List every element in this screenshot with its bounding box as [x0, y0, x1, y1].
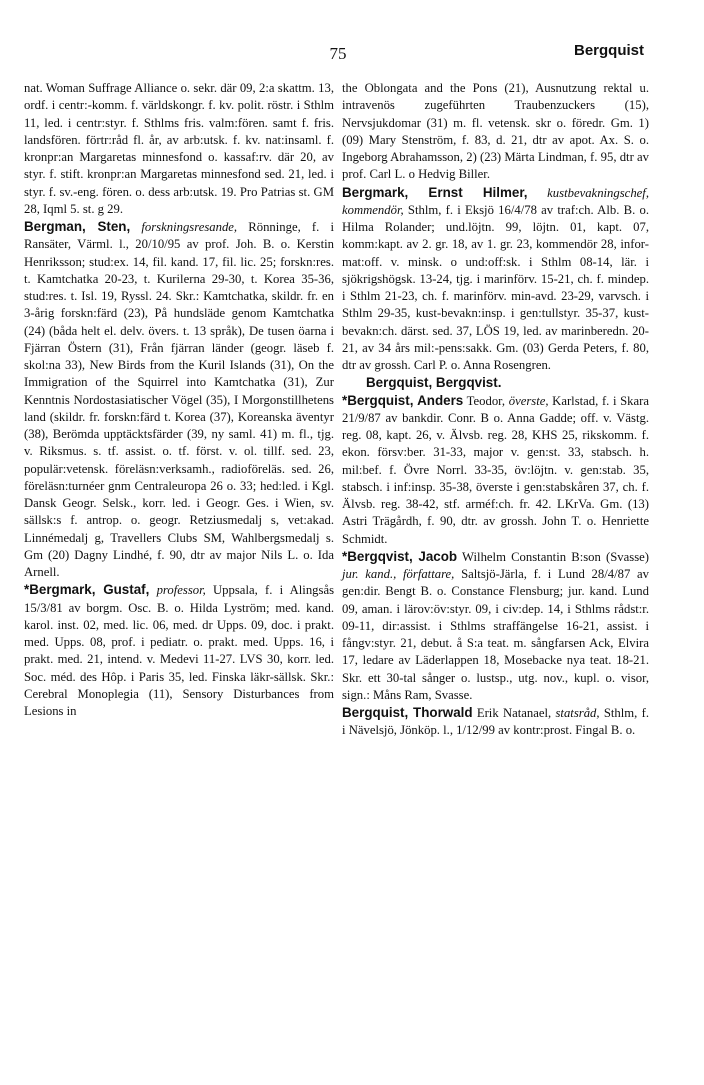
entry-occupation: statsråd,: [555, 706, 600, 720]
biography-entry: [342, 548, 649, 704]
entry-marker: *: [342, 392, 348, 408]
running-head: Bergquist: [573, 42, 644, 59]
page-number: 75: [329, 44, 347, 63]
biography-entry: [342, 704, 649, 740]
biography-entry: [24, 218, 334, 581]
entry-marker: *: [24, 582, 30, 598]
biography-entry: [24, 581, 334, 720]
entry-occupation: överste,: [508, 393, 549, 408]
entry-occupation: professor,: [156, 583, 206, 598]
entry-text: Uppsala, f. i Alingsås 15/3/81 av borgm. Osc. B. o. Hilda Lyström; med. kand. karol. inst. 02, med. lic. 06, med. dr Upps. 09, doc. i prakt. med. Upps. 08, prof. i pediatr. o. prakt. med. Upps. 16, i prakt. med. 21, intend. v. Medevi 11-27. LVS 30, korr. led. Soc. méd. des Hôp. i Paris 35, led. Finska läkr-sällsk. Skr.: Cerebral Monoplegia (11), Sensory Disturbances from Lesions in: [24, 583, 335, 718]
entry-occupation: kustbevakningschef, kommendör,: [342, 185, 649, 217]
entry-name-rest: Teodor,: [463, 393, 506, 408]
entry-text: Karlstad, f. i Skara 21/9/87 av bankdir. Conr. B o. Anna Gadde; off. v. Västg. reg. 08, kapt. 26, v. Älvsb. reg. 28, KHS 25, rikskomm. f. ekon. försv:ber. 31-33, major v. gen:st. 33, stabsch. h. mil:bef. f. Övre Norrl. 33-35, öv:löjtn. v. gen:stab. 35, stabsch. i inf:insp. 35-38, överste i gen:stabskåren 37, ch. f. Älvsb. reg. 38-42, stf. arméf:ch. fr. 42. LKrVa. Gm. (13) Astri Trägårdh, f. 90, dtr. av grossh. John T. o. Henriette Schmidt.: [342, 393, 650, 546]
entry-name: Bergmark, Ernst Hilmer,: [342, 184, 528, 200]
entry-text: Rönninge, f. i Ransäter, Värml. l., 20/10/95 av prof. Joh. B. o. Kerstin Henriksson; stud:ex. 14, fil. kand. 17, fil. lic. 25; forskn:res. t. Kamtchatka 20-23, t. Kurilerna 29-30, t. Korea 35-36, stud:res. t. Isl. 19, Ryssl. 24. Skr.: Kamtchatka, skildr. fr. en 3-årig forskn:färd (23), På hundsläde genom Kamtchatka (24) (båda helt el. delv. övers. t. 13 språk), De tusen öarna i Fjärran Östern (31), Från fjärran länder (geogr. läseb f. skol:na 33), New Birds from the Kuril Islands (31), On the Immigration of the Squirrel into Kamtchatka (31), Zur Kenntnis Nordostasiatischer Vögel (35), I Morgonstillhetens land (skildr. fr. forskn:färd t. Korea (37), Koreanska äventyr (38), Berömda upptäcktsfärder (39, ny saml. 41) m. fl., tjg. v. Riksmus. s. tf. assist. o. tf. först. v. ol. tillf. sed. 23, populär:vetensk. föreläsn:verksamh., radioföreläs. sed. 26, föreläsn:turnéer gnm Centraleuropa 26 o. 33; hed:led. i Kgl. Dansk Geogr. Selsk., korr. led. i Geogr. Ges. i Wien, sv. sällsk:s f. antrop. o. geogr. Retziusmedalj s, vet:akad. Linnémedalj g, Travellers Clubs SM, Wahlbergsmedalj s. Gm (20) Dagny Lindhé, f. 90, dtr av major Nils L. o. Ida Arnell.: [24, 220, 334, 579]
entry-name: Bergman, Sten,: [24, 219, 131, 234]
right-column: [342, 80, 649, 740]
entry-text: Sthlm, f. i Nävelsjö, Jönköp. l., 1/12/99 av kontr:prost. Fingal B. o.: [342, 706, 650, 738]
section-subheading: Bergquist, Bergqvist.: [366, 375, 502, 391]
entry-occupation: jur. kand., författare,: [342, 567, 455, 581]
entry-name-rest: Erik Natanael,: [472, 706, 552, 720]
entry-name: Bergqvist, Jacob: [347, 548, 458, 564]
biography-entry: [342, 392, 649, 548]
entry-text: Sthlm, f. i Eksjö 16/4/78 av traf:ch. Alb. B. o. Hilma Rolander; und.löjtn. 99, löjtn. 01, kapt. 07, komm:kapt. av 2. gr. 18, av 1. gr. 23, kommendör 28, infor-mat:off. v. minsk. o und:off:sk. i Sthlm 08-14, lär. i sjökrigshögsk. 13-24, tjg. i marinförv. 15-21, ch. f. mindep. i Sthlm 21-23, ch. f. marinförv. min-avd. 23-29, varvsch. i Sthlm 29-35, kust-bevakn:insp. i gen:tullstyr. 35-37, kust-bevakn:ch. därst. sed. 37, LÖS 19, led. av marinberedn. 20-21, av 34 års mil:-pens:sakk. Gm. (03) Gerda Peters, f. 80, dtr av grossh. Carl P. o. Anna Rosengren.: [342, 202, 649, 372]
entry-marker: *: [342, 548, 348, 564]
entry-name: Bergquist, Anders: [347, 392, 464, 408]
entry-continuation: nat. Woman Suffrage Alliance o. sekr. där 09, 2:a skattm. 13, ordf. i centr:-komm. f. världskongr. f. kv. polit. röstr. i Sthlm 11, led. i centr:styr. f. Sthlms fris. valm:fören. samt f. fris. landsfören. förtr:råd fl. år, av arb:utsk. f. kv. nat:insaml. f. kronpr:an Margaretas minnesfond o. kassaf:rv. där 20, av styr. f. stift. kronpr:an Margaretas minnesfond sed. 21, led. i styr. f. sv.-eng. fören. o. dess arb:utsk. 19. Pro Patrias st. GM 28, Iqml 5. st. g 29.: [24, 81, 334, 216]
entry-name: Bergquist, Thorwald: [342, 705, 473, 720]
entry-continuation: the Oblongata and the Pons (21), Ausnutzung rektal u. intravenös zugeführten Traubenzuckers (15), Nervsjukdomar (31) m. fl. vetensk. skr o. föredr. Gm. 1) (09) Mary Stenström, f. 83, d. 21, dtr av apot. Ax. S. o. Ingeborg Abrahamsson, 2) (23) Märta Lindman, f. 95, dtr av prof. Carl L. o Hedvig Biller.: [342, 81, 649, 182]
left-column: [24, 80, 334, 720]
entry-name: Bergmark, Gustaf,: [29, 582, 150, 598]
entry-name-rest: Wilhelm Constantin B:son (Svasse): [457, 549, 649, 564]
entry-text: Saltsjö-Järla, f. i Lund 28/4/87 av gen:dir. Bengt B. o. Constance Flensburg; jur. kand. Lund 09, aman. i lärov:öv:styr. 09, i civ:dep. 14, i Sthlms rådst:r. 09-11, dir:assist. i Sthlms straffängelse 16-21, assist. i fångv:styr. 21, debut. å S:a teat. m. sångfarsen Ack, Elvira 17, ledare av Läderlappen 18, Mosebacke nya teat. 18-21. Skr. ett 30-tal sånger o. lustsp., utg. nov., kupl. o. visor, sign.: Måns Ram, Svasse.: [342, 567, 649, 702]
biography-entry: [342, 184, 649, 375]
entry-occupation: forskningsresande,: [141, 220, 238, 234]
